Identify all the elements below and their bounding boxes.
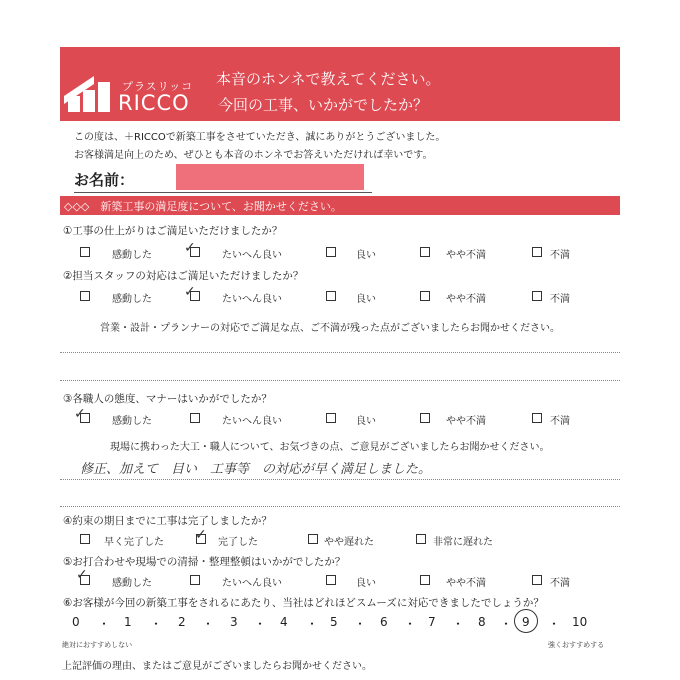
q2-option-1: 感動した xyxy=(112,294,152,305)
final-note: 上記評価の理由、またはご意見がございましたらお聞かせください。 xyxy=(62,661,372,672)
scale-number-10[interactable]: 10 xyxy=(572,615,588,629)
question-2: ②担当スタッフの対応はご満足いただけましたか？ xyxy=(63,270,304,282)
header-line-1: 本音のホンネで教えてください。 xyxy=(216,70,441,88)
q3-note: 現場に携わった大工・職人について、お気づきの点、ご意見がございましたらお聞かせください。 xyxy=(110,442,550,453)
section-band xyxy=(60,196,620,215)
q3-checkbox-3[interactable] xyxy=(326,413,336,423)
scale-number-4[interactable]: 4 xyxy=(280,615,288,629)
q3-handwritten-answer: 修正、加えて 目い 工事等 の対応が早く満足しました。 xyxy=(80,462,432,477)
scale-dot: ・ xyxy=(548,617,561,631)
name-redaction xyxy=(176,164,364,190)
q4-option-2: 完了した xyxy=(218,537,258,548)
scale-dot: ・ xyxy=(452,617,465,631)
scale-number-0[interactable]: 0 xyxy=(72,615,80,629)
q3-option-3: 良い xyxy=(356,416,376,427)
q2-checkbox-1[interactable] xyxy=(80,291,90,301)
q3-option-4: やや不満 xyxy=(446,416,486,427)
q4-checkbox-3[interactable] xyxy=(308,534,318,544)
scale-dot: ・ xyxy=(202,617,215,631)
q1-checkbox-1[interactable] xyxy=(80,247,90,257)
q1-option-5: 不満 xyxy=(550,250,570,261)
scale-dot: ・ xyxy=(98,617,111,631)
q5-checkbox-5[interactable] xyxy=(532,575,542,585)
scale-dot: ・ xyxy=(306,617,319,631)
q3-option-1: 感動した xyxy=(112,416,152,427)
q4-check-mark-icon: ✓ xyxy=(195,527,207,543)
q3-checkbox-5[interactable] xyxy=(532,413,542,423)
name-label: お名前： xyxy=(74,171,135,189)
scale-number-5[interactable]: 5 xyxy=(330,615,338,629)
q1-option-2: たいへん良い xyxy=(222,250,282,261)
q5-checkbox-3[interactable] xyxy=(326,575,336,585)
logo-kana: プラスリッコ xyxy=(122,80,194,93)
header-line-2: 今回の工事、いかがでしたか？ xyxy=(218,96,429,114)
intro-line-2: お客様満足向上のため、ぜひとも本音のホンネでお答えいただければ幸いです。 xyxy=(74,150,433,161)
q5-option-3: 良い xyxy=(356,578,376,589)
name-underline xyxy=(74,192,372,193)
q4-option-4: 非常に遅れた xyxy=(433,537,493,548)
q1-option-3: 良い xyxy=(356,250,376,261)
question-3: ③各職人の態度、マナーはいかがでしたか？ xyxy=(63,393,272,405)
q3-option-5: 不満 xyxy=(550,416,570,427)
q1-checkbox-4[interactable] xyxy=(420,247,430,257)
section-band-title: ◇◇◇ 新築工事の満足度について、お聞かせください。 xyxy=(64,200,342,213)
q2-answer-line-2[interactable] xyxy=(60,380,620,381)
q5-option-1: 感動した xyxy=(112,578,152,589)
scale-number-7[interactable]: 7 xyxy=(428,615,436,629)
q5-check-mark-icon: ✓ xyxy=(76,567,88,583)
q5-option-4: やや不満 xyxy=(446,578,486,589)
q3-checkbox-2[interactable] xyxy=(190,413,200,423)
q2-option-4: やや不満 xyxy=(446,294,486,305)
logo-name: RICCO xyxy=(118,91,190,115)
q5-option-5: 不満 xyxy=(550,578,570,589)
q4-option-1: 早く完了した xyxy=(104,537,164,548)
q2-checkbox-5[interactable] xyxy=(532,291,542,301)
q1-option-4: やや不満 xyxy=(446,250,486,261)
q2-answer-line-1[interactable] xyxy=(60,352,620,353)
scale-dot: ・ xyxy=(500,617,513,631)
q2-checkbox-3[interactable] xyxy=(326,291,336,301)
q2-option-2: たいへん良い xyxy=(222,294,282,305)
ricco-logo-icon xyxy=(64,76,112,112)
q2-option-3: 良い xyxy=(356,294,376,305)
scale-high-label: 強くおすすめする xyxy=(548,641,605,649)
scale-dot: ・ xyxy=(404,617,417,631)
scale-number-9[interactable]: 9 xyxy=(522,615,530,629)
scale-number-1[interactable]: 1 xyxy=(124,615,132,629)
q3-answer-line-1[interactable] xyxy=(60,479,620,480)
q5-checkbox-2[interactable] xyxy=(190,575,200,585)
scale-number-2[interactable]: 2 xyxy=(178,615,186,629)
scale-number-8[interactable]: 8 xyxy=(478,615,486,629)
q2-option-5: 不満 xyxy=(550,294,570,305)
q4-option-3: やや遅れた xyxy=(324,537,374,548)
question-5: ⑤お打合わせや現場での清掃・整理整頓はいかがでしたか？ xyxy=(63,556,346,568)
q2-note: 営業・設計・プランナーの対応でご満足な点、ご不満が残った点がございましたらお聞かせください。 xyxy=(100,323,560,334)
scale-dot: ・ xyxy=(150,617,163,631)
question-4: ④約束の期日までに工事は完了しましたか？ xyxy=(63,515,272,527)
q1-check-mark-icon: ✓ xyxy=(184,240,196,256)
q4-checkbox-4[interactable] xyxy=(416,534,426,544)
scale-number-6[interactable]: 6 xyxy=(380,615,388,629)
q4-checkbox-1[interactable] xyxy=(80,534,90,544)
q3-answer-line-2[interactable] xyxy=(60,506,620,507)
q5-checkbox-4[interactable] xyxy=(420,575,430,585)
q3-option-2: たいへん良い xyxy=(222,416,282,427)
q2-check-mark-icon: ✓ xyxy=(184,284,196,300)
q2-checkbox-4[interactable] xyxy=(420,291,430,301)
q1-checkbox-3[interactable] xyxy=(326,247,336,257)
question-6: ⑥お客様が今回の新築工事をされるにあたり、当社はどれほどスムーズに対応できましたでしょうか？ xyxy=(63,597,544,609)
q3-checkbox-4[interactable] xyxy=(420,413,430,423)
question-1: ①工事の仕上がりはご満足いただけましたか？ xyxy=(63,225,283,237)
q1-checkbox-5[interactable] xyxy=(532,247,542,257)
q5-option-2: たいへん良い xyxy=(222,578,282,589)
scale-dot: ・ xyxy=(254,617,267,631)
scale-low-label: 絶対におすすめしない xyxy=(62,641,133,649)
intro-line-1: この度は、＋RICCOで新築工事をさせていただき、誠にありがとうございました。 xyxy=(74,132,446,143)
q1-option-1: 感動した xyxy=(112,250,152,261)
scale-dot: ・ xyxy=(354,617,367,631)
q3-check-mark-icon: ✓ xyxy=(74,406,86,422)
scale-number-3[interactable]: 3 xyxy=(230,615,238,629)
